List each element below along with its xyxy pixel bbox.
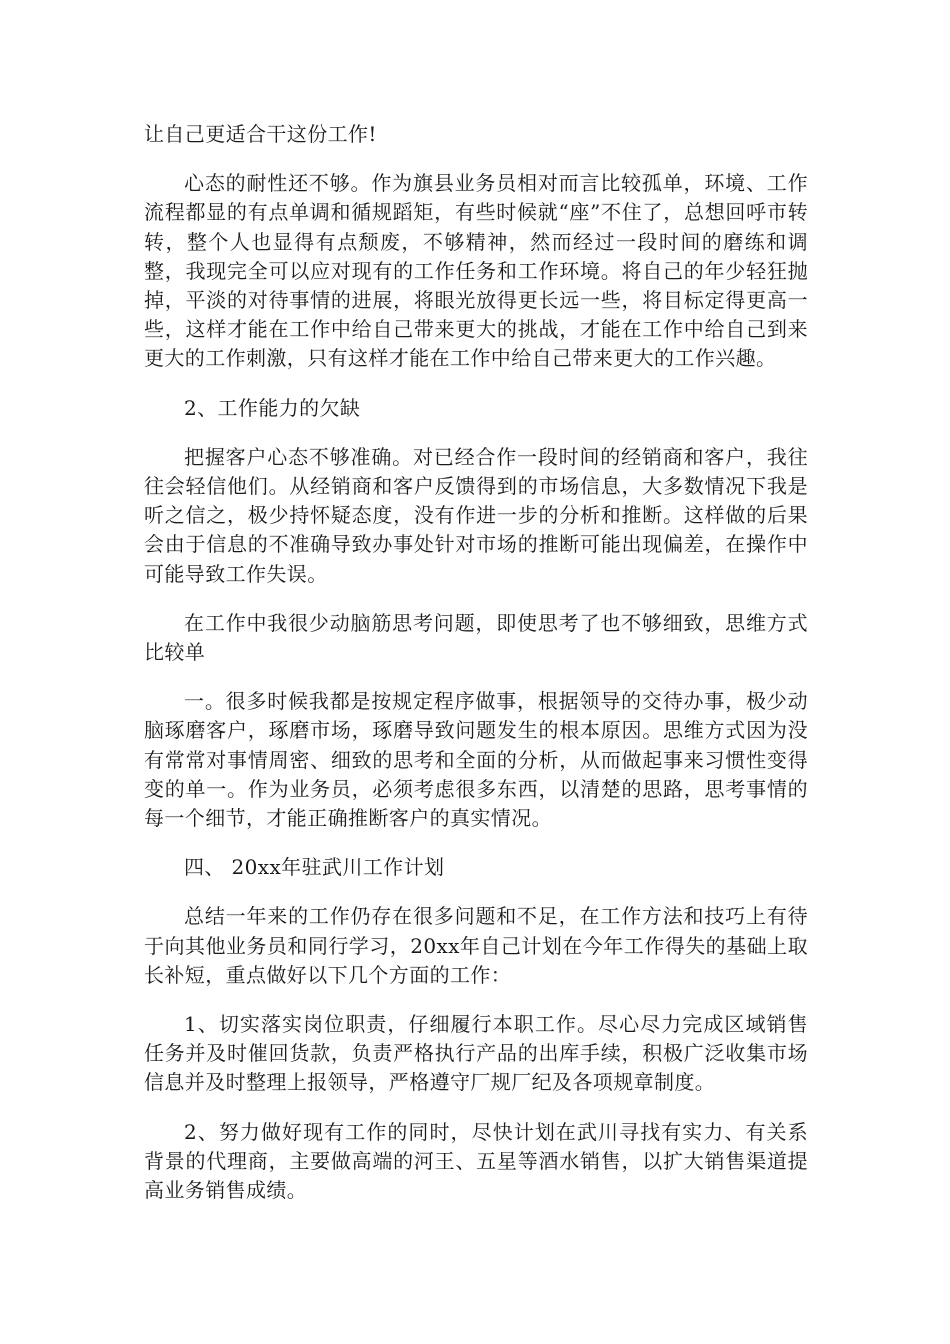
paragraph-summary: 总结一年来的工作仍存在很多问题和不足，在工作方法和技巧上有待于向其他业务员和同行学习，20xx年自己计划在今年工作得失的基础上取长补短，重点做好以下几个方面的工作：	[144, 904, 808, 987]
paragraph-continuation: 让自己更适合干这份工作!	[144, 122, 377, 146]
section-heading-plan: 四、 20xx年驻武川工作计划	[184, 855, 445, 880]
paragraph-plan-item-2: 2、努力做好现有工作的同时，尽快计划在武川寻找有实力、有关系背景的代理商，主要做高端的河王、五星等酒水销售，以扩大销售渠道提高业务销售成绩。	[144, 1119, 808, 1203]
paragraph-thinking: 在工作中我很少动脑筋思考问题，即使思考了也不够细致，思维方式比较单	[144, 610, 808, 665]
paragraph-plan-item-1: 1、切实落实岗位职责，仔细履行本职工作。尽心尽力完成区域销售任务并及时催回货款，负责严格执行产品的出库手续，积极广泛收集市场信息并及时整理上报领导，严格遵守厂规厂纪及各项规章制度。	[144, 1012, 808, 1095]
section-heading-ability: 2、工作能力的欠缺	[184, 395, 361, 420]
paragraph-single-minded: 一。很多时候我都是按规定程序做事，根据领导的交待办事，极少动脑琢磨客户，琢磨市场，琢磨导致问题发生的根本原因。思维方式因为没有常常对事情周密、细致的思考和全面的分析，从而做起事来习惯性变得变的单一。作为业务员，必须考虑很多东西，以清楚的思路，思考事情的每一个细节，才能正确推断客户的真实情况。	[144, 689, 808, 831]
document-page	[144, 120, 808, 1225]
paragraph-mindset: 心态的耐性还不够。作为旗县业务员相对而言比较孤单，环境、工作流程都显的有点单调和循规蹈矩，有些时候就“座”不住了，总想回呼市转转，整个人也显得有点颓废，不够精神，然而经过一段时间的磨练和调整，我现完全可以应对现有的工作任务和工作环境。将自己的年少轻狂抛掉，平淡的对待事情的进展，将眼光放得更长远一些，将目标定得更高一些，这样才能在工作中给自己带来更大的挑战，才能在工作中给自己到来更大的工作刺激，只有这样才能在工作中给自己带来更大的工作兴趣。	[144, 171, 808, 371]
paragraph-client-mindset: 把握客户心态不够准确。对已经合作一段时间的经销商和客户，我往往会轻信他们。从经销商和客户反馈得到的市场信息，大多数情况下我是听之信之，极少持怀疑态度，没有作进一步的分析和推断。这样做的后果会由于信息的不准确导致办事处针对市场的推断可能出现偏差，在操作中可能导致工作失误。	[144, 444, 808, 586]
